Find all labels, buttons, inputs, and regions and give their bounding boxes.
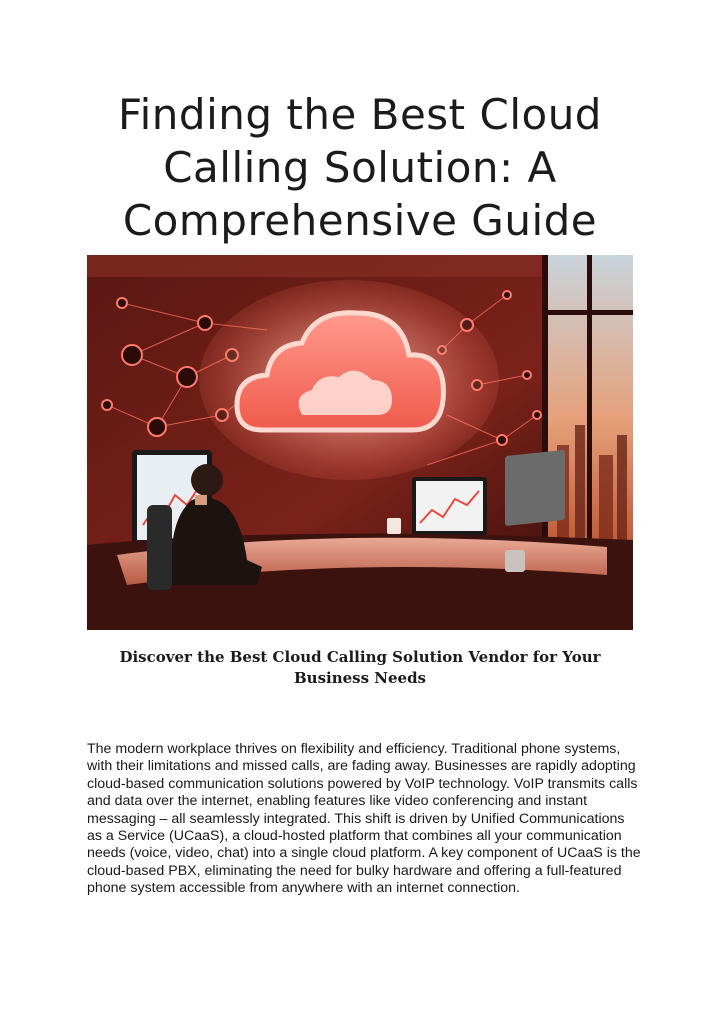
subtitle: Discover the Best Cloud Calling Solution Vendor for Your Business Needs bbox=[119, 648, 601, 687]
body-paragraph: The modern workplace thrives on flexibility and efficiency. Traditional phone systems, with their limitations and missed calls, are fading away. Businesses are rapidly adopting cloud-based communication solutions powered by VoIP technology. VoIP transmits calls and data over the internet, enabling features like video conferencing and instant messaging – all seamlessly integrated. This shift is driven by Unified Communications as a Service (UCaaS), a cloud-hosted platform that combines all your communication needs (voice, video, chat) into a single cloud platform. A key component of UCaaS is the cloud-based PBX, eliminating the need for bulky hardware and offering a full-featured phone system accessible from anywhere with an internet connection. bbox=[87, 741, 641, 897]
title-line-1: Finding the Best Cloud bbox=[118, 90, 602, 139]
title-line-2: Calling Solution: A bbox=[163, 143, 557, 192]
coffee-cup bbox=[387, 518, 401, 534]
cloud-office-illustration bbox=[87, 255, 633, 630]
window-panes bbox=[542, 255, 633, 585]
page-title bbox=[60, 88, 660, 247]
title-line-3: Comprehensive Guide bbox=[122, 196, 598, 245]
right-monitor bbox=[505, 450, 565, 526]
hero-illustration bbox=[87, 255, 633, 630]
